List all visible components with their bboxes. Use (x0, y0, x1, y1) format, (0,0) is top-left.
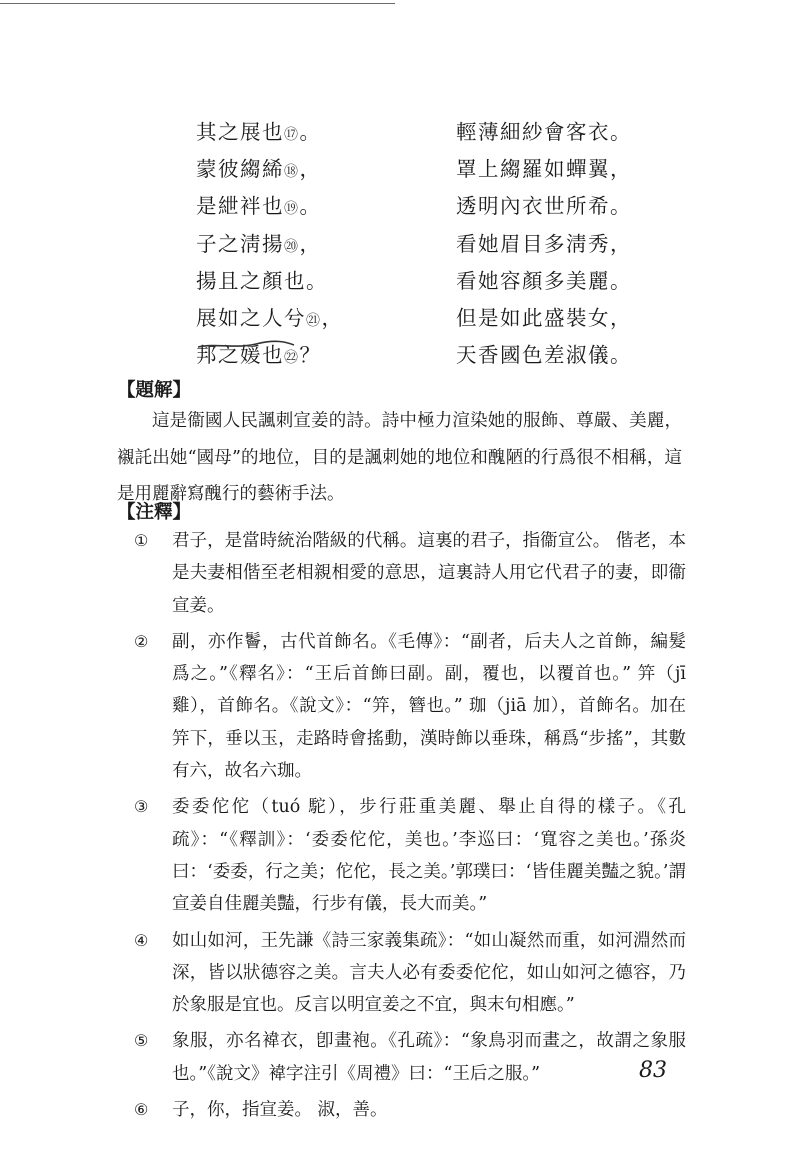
top-rule (0, 3, 395, 4)
notes-list (134, 525, 686, 1130)
poem-translation-line: 但是如此盛裝女， (456, 306, 632, 331)
poem-original-line (196, 115, 456, 145)
note-text: 委委佗佗（tuó 駝），步行莊重美麗、舉止自得的樣子。《孔疏》：“《釋訓》：‘委委佗佗，美也。’李巡曰：‘寬容之美也。’孫炎曰：‘委委，行之美；佗佗，長之美。’郭璞曰：‘皆佳麗美豔之貌。’謂宣姜自佳麗美豔，行步有儀，長大而美。” (172, 797, 686, 915)
poem-translation-line: 天香國色差淑儀。 (456, 343, 632, 368)
poem-note-number: ⑳ (284, 238, 300, 255)
poem-original-text: 揚且之顏也。 (196, 268, 328, 293)
poem-translation-line: 看她容顏多美麗。 (456, 268, 632, 293)
poem-original-line (196, 264, 456, 294)
poem-line (196, 111, 636, 148)
poem-line (196, 186, 636, 223)
poem-original-line (196, 227, 456, 257)
poem-original-text: 是紲袢也 (196, 194, 284, 219)
poem-punctuation: ， (321, 306, 344, 331)
poem-original-line (196, 301, 456, 331)
poem-note-number: ⑱ (284, 163, 300, 180)
zhushi-heading: 【注釋】 (117, 502, 192, 523)
note-text: 象服，亦名褘衣，卽畫袍。《孔疏》：“象鳥羽而畫之，故謂之象服也。”《說文》褘字注引《周禮》曰：“王后之服。” (172, 1031, 686, 1084)
note-marker: ④ (134, 930, 149, 950)
note-item (134, 626, 686, 787)
poem-original-line (196, 152, 456, 182)
note-item (134, 525, 686, 622)
tijie-text (117, 403, 682, 513)
poem-original-text: 展如之人兮 (196, 306, 306, 331)
note-marker: ① (134, 531, 149, 550)
note-item (134, 791, 686, 920)
poem-translation-line: 輕薄細紗會客衣。 (456, 119, 632, 144)
poem-original-text: 其之展也 (196, 119, 284, 144)
poem-translation-line: 罩上縐羅如蟬翼， (456, 156, 632, 181)
poem-punctuation: ， (299, 231, 322, 256)
note-marker: ⑥ (134, 1100, 149, 1120)
poem-punctuation: 。 (299, 119, 322, 144)
poem-line (196, 297, 636, 334)
note-text: 子，你，指宣姜。 淑，善。 (172, 1100, 388, 1121)
poem-note-number: ㉒ (284, 350, 300, 367)
poem-original-text: 子之淸揚 (196, 231, 284, 256)
pen-underline-mark (196, 336, 296, 352)
note-marker: ② (134, 631, 149, 651)
poem-translation-line: 看她眉目多淸秀， (456, 231, 632, 256)
poem-line (196, 260, 636, 297)
poem-punctuation: 。 (299, 194, 322, 219)
poem-original-text: 邦之媛也 (196, 343, 284, 368)
note-text: 副，亦作鬠，古代首飾名。《毛傳》：“副者，后夫人之首飾，編髮爲之。”《釋名》：“王后首飾曰副。副，覆也，以覆首也。” 笄（jī 雞），首飾名。《說文》：“笄，簪也。” 珈（jiā 加），首飾名。加在笄下，垂以玉，走路時會搖動，漢時飾以垂珠，稱爲“步搖”，其數有六，故名六珈。 (172, 631, 686, 782)
poem-note-number: ⑰ (284, 126, 300, 143)
poem-original-text: 蒙彼縐絺 (196, 156, 284, 181)
note-item (134, 1094, 686, 1126)
note-marker: ⑤ (134, 1031, 149, 1051)
note-text: 如山如河，王先謙《詩三家義集疏》：“如山凝然而重，如河淵然而深，皆以狀德容之美。言夫人必有委委佗佗，如山如河之德容，乃於象服是宜也。反言以明宣姜之不宜，與末句相應。” (172, 930, 686, 1016)
note-item (134, 925, 686, 1022)
poem-translation-line: 透明內衣世所希。 (456, 194, 632, 219)
poem-punctuation: ？ (299, 343, 322, 368)
tijie-heading: 【題解】 (117, 380, 192, 401)
poem-original-line (196, 189, 456, 219)
note-text: 君子，是當時統治階級的代稱。這裏的君子，指衞宣公。 偕老，本是夫妻相偕至老相親相愛的意思，這裏詩人用它代君子的妻，即衞宣姜。 (172, 531, 686, 616)
note-item (134, 1025, 686, 1090)
note-marker: ③ (134, 797, 149, 817)
tijie-paragraph: 這是衞國人民諷刺宣姜的詩。詩中極力渲染她的服飾、尊嚴、美麗，襯託出她“國母”的地位，目的是諷刺她的地位和醜陋的行爲很不相稱，這是用麗辭寫醜行的藝術手法。 (117, 411, 682, 504)
poem-block (196, 111, 636, 372)
poem-line (196, 223, 636, 260)
page-number: 83 (639, 1058, 667, 1083)
poem-note-number: ⑲ (284, 201, 300, 218)
poem-line (196, 148, 636, 185)
poem-note-number: ㉑ (306, 313, 322, 330)
poem-punctuation: ， (299, 156, 322, 181)
